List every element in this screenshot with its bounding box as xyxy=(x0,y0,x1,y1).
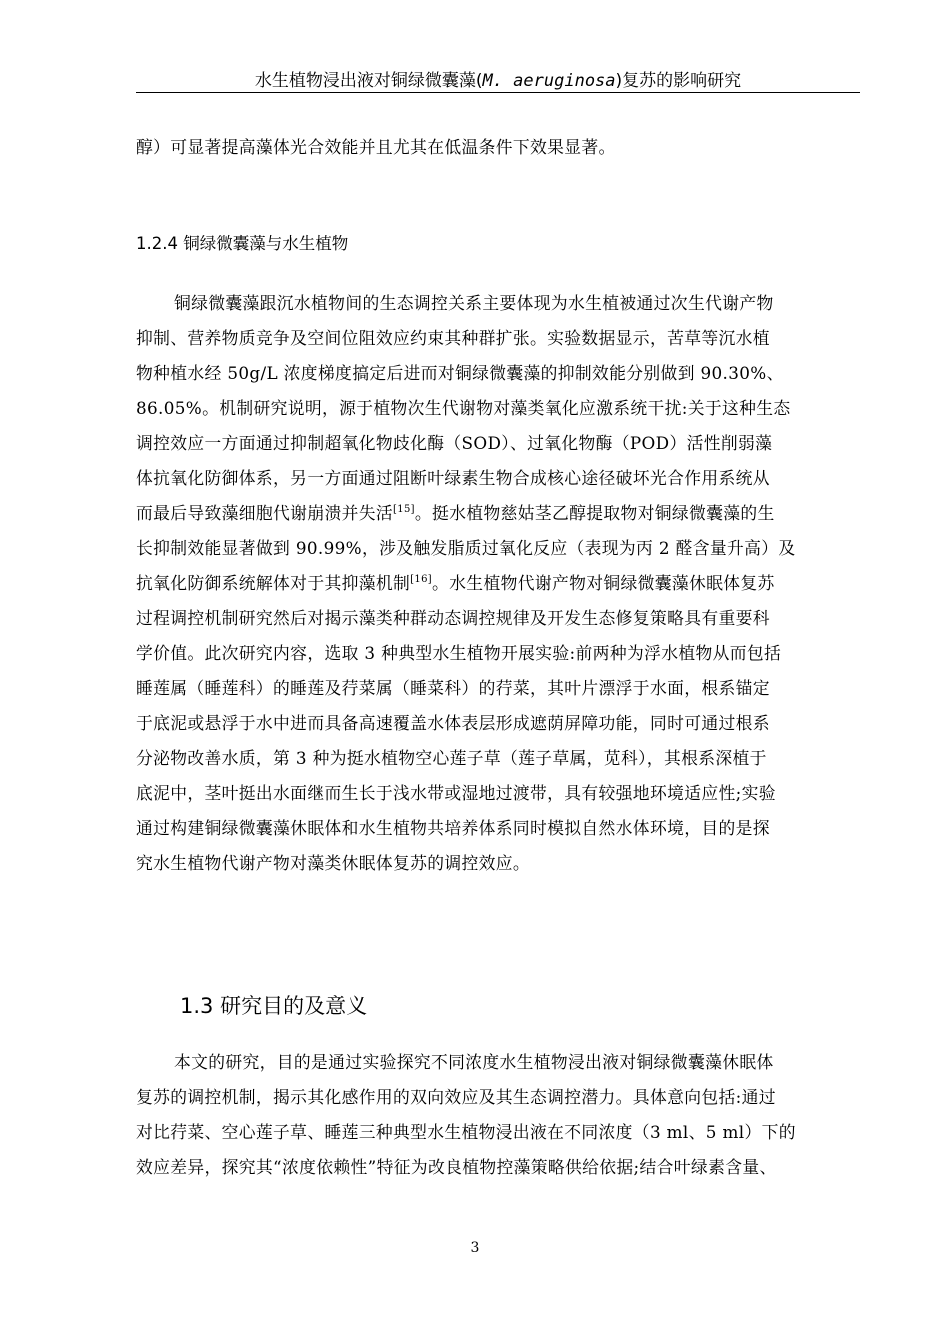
section-heading-1-3: 1.3 研究目的及意义 xyxy=(180,994,368,1018)
text-line: 体抗氧化防御体系，另一方面通过阻断叶绿素生物合成核心途径破坏光合作用系统从 xyxy=(136,468,770,488)
text-line: 86.05%。机制研究说明，源于植物次生代谢物对藻类氧化应激系统干扰:关于这种生态 xyxy=(136,398,791,418)
page-number: 3 xyxy=(470,1240,480,1256)
text-line: 物种植水经 50g/L 浓度梯度搞定后进而对铜绿微囊藻的抑制效能分别做到 90.30%、 xyxy=(136,363,784,383)
header-species-name: M. aeruginosa xyxy=(482,71,616,91)
running-header xyxy=(136,66,860,91)
text-line xyxy=(136,496,860,531)
text-line: 效应差异，探究其“浓度依赖性”特征为改良植物控藻策略供给依据;结合叶绿素含量、 xyxy=(136,1157,777,1177)
text-line xyxy=(136,566,860,601)
line-text: 。水生植物代谢产物对铜绿微囊藻休眠体复苏 xyxy=(432,573,775,593)
text-line: 长抑制效能显著做到 90.99%，涉及触发脂质过氧化反应（表现为丙 2 醛含量升高）及 xyxy=(136,538,796,558)
text-line: 于底泥或悬浮于水中进而具备高速覆盖水体表层形成遮荫屏障功能，同时可通过根系 xyxy=(136,713,770,733)
text-line: 睡莲属（睡莲科）的睡莲及荇菜属（睡菜科）的荇菜，其叶片漂浮于水面，根系锚定 xyxy=(136,678,770,698)
header-rule xyxy=(136,92,860,93)
line-text: 。挺水植物慈姑茎乙醇提取物对铜绿微囊藻的生 xyxy=(414,503,775,523)
citation-ref-16: [16] xyxy=(410,574,433,585)
text-line: 本文的研究，目的是通过实验探究不同浓度水生植物浸出液对铜绿微囊藻休眠体 xyxy=(174,1052,774,1072)
text-line: 铜绿微囊藻跟沉水植物间的生态调控关系主要体现为水生植被通过次生代谢产物 xyxy=(174,293,774,313)
text-line: 抑制、营养物质竞争及空间位阻效应约束其种群扩张。实验数据显示，苦草等沉水植 xyxy=(136,328,770,348)
line-text: 而最后导致藻细胞代谢崩溃并失活 xyxy=(136,503,393,523)
header-title-part2: )复苏的影响研究 xyxy=(615,71,742,91)
citation-ref-15: [15] xyxy=(392,504,415,515)
paragraph-algae-plants xyxy=(136,286,860,881)
paragraph-research-purpose xyxy=(136,1045,860,1185)
text-line: 醇）可显著提高藻体光合效能并且尤其在低温条件下效果显著。 xyxy=(136,137,616,157)
text-line: 学价值。此次研究内容，选取 3 种典型水生植物开展实验:前两种为浮水植物从而包括 xyxy=(136,643,782,663)
paragraph-continued xyxy=(136,130,860,165)
text-line: 对比荇菜、空心莲子草、睡莲三种典型水生植物浸出液在不同浓度（3 ml、5 ml）下的 xyxy=(136,1122,796,1142)
text-line: 分泌物改善水质，第 3 种为挺水植物空心莲子草（莲子草属，苋科），其根系深植于 xyxy=(136,748,767,768)
text-line: 究水生植物代谢产物对藻类休眠体复苏的调控效应。 xyxy=(136,853,531,873)
header-title-part1: 水生植物浸出液对铜绿微囊藻( xyxy=(254,71,483,91)
section-heading-1-2-4: 1.2.4 铜绿微囊藻与水生植物 xyxy=(136,234,349,253)
text-line: 通过构建铜绿微囊藻休眠体和水生植物共培养体系同时模拟自然水体环境，目的是探 xyxy=(136,818,770,838)
text-line: 调控效应一方面通过抑制超氧化物歧化酶（SOD）、过氧化物酶（POD）活性削弱藻 xyxy=(136,433,773,453)
line-text: 抗氧化防御系统解体对于其抑藻机制 xyxy=(136,573,411,593)
text-line: 过程调控机制研究然后对揭示藻类种群动态调控规律及开发生态修复策略具有重要科 xyxy=(136,608,770,628)
text-line: 底泥中，茎叶挺出水面继而生长于浅水带或湿地过渡带，具有较强地环境适应性;实验 xyxy=(136,783,776,803)
text-line: 复苏的调控机制，揭示其化感作用的双向效应及其生态调控潜力。具体意向包括:通过 xyxy=(136,1087,776,1107)
